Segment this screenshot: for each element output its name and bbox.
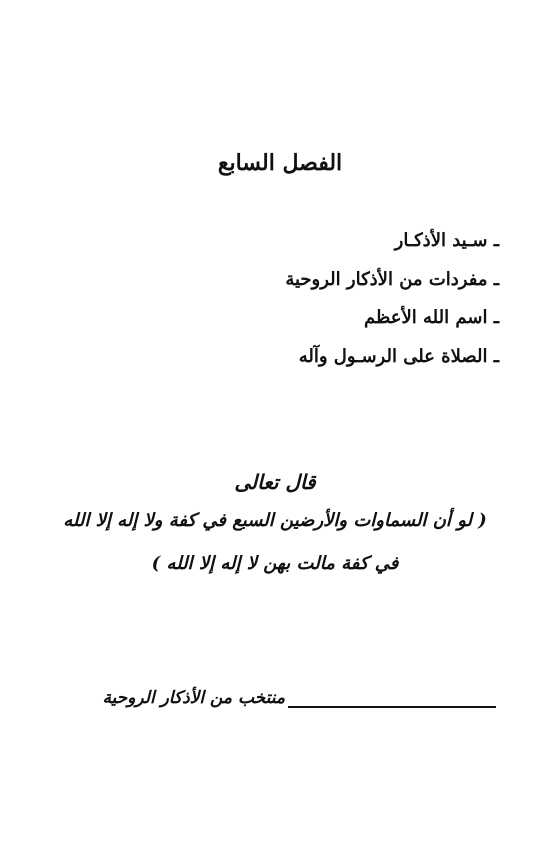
chapter-title: الفصل السابع: [217, 150, 343, 176]
verse-line: في كفة مالت بهن لا إله إلا الله ): [151, 553, 399, 574]
source-divider-line: [288, 706, 496, 708]
source-attribution: منتخب من الأذكار الروحية: [102, 688, 285, 708]
chapter-contents-list: [199, 222, 499, 376]
contents-item: ـ سـيد الأذكـار: [394, 230, 499, 251]
contents-item: ـ الصلاة على الرسـول وآله: [298, 345, 499, 367]
verse-line: ( لو أن السماوات والأرضين السبع في كفة ولا إله إلا الله: [63, 510, 487, 531]
verse-heading: قال تعالى: [234, 470, 316, 494]
contents-item: ـ مفردات من الأذكار الروحية: [285, 268, 499, 290]
contents-item: ـ اسم الله الأعظم: [364, 307, 499, 328]
